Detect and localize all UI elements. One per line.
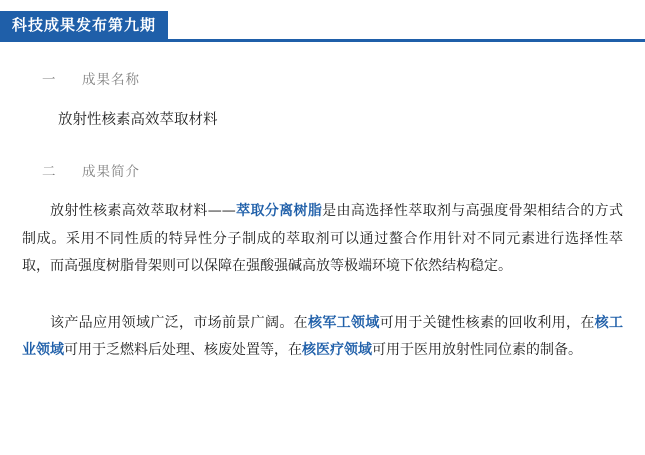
intro-p2-part-a: 该产品应用领域广泛，市场前景广阔。在 [50,315,308,332]
section-heading-2 [22,160,623,180]
header-rule [0,39,645,42]
intro-p2-highlight-military: 核军工领域 [308,315,380,332]
intro-p2-highlight-industry: 核工业领域 [22,315,624,359]
intro-p2-part-d: 可用于医用放射性同位素的制备。 [372,342,582,359]
page-title: 科技成果发布第九期 [0,11,168,40]
intro-p2-part-c: 可用于乏燃料后处理、核废处置等，在 [64,342,302,359]
page-header [0,8,645,42]
intro-p2-part-b: 可用于关键性核素的回收利用，在 [379,315,595,332]
section-number-1: 一 [42,72,57,87]
section-number-2: 二 [42,164,57,180]
section-heading-1 [22,68,623,88]
intro-paragraph-1 [22,198,623,280]
section-label-2: 成果简介 [82,164,140,180]
intro-p1-rest: 是由高选择性萃取剂与高强度骨架相结合的方式制成。采用不同性质的特异性分子制成的萃取剂可以通过螯合作用针对不同元素进行选择性萃取，而高强度树脂骨架则可以保障在强酸强碱高放等极端环境下依然结构稳定。 [22,203,624,274]
intro-p2-highlight-medical: 核医疗领域 [302,342,372,359]
intro-paragraph-2 [22,310,623,365]
section-label-1: 成果名称 [82,72,140,87]
intro-p1-lead: 放射性核素高效萃取材料—— [50,203,236,220]
document-content [0,68,645,365]
achievement-name-text: 放射性核素高效萃取材料 [58,112,218,128]
intro-p1-highlight: 萃取分离树脂 [235,203,323,220]
